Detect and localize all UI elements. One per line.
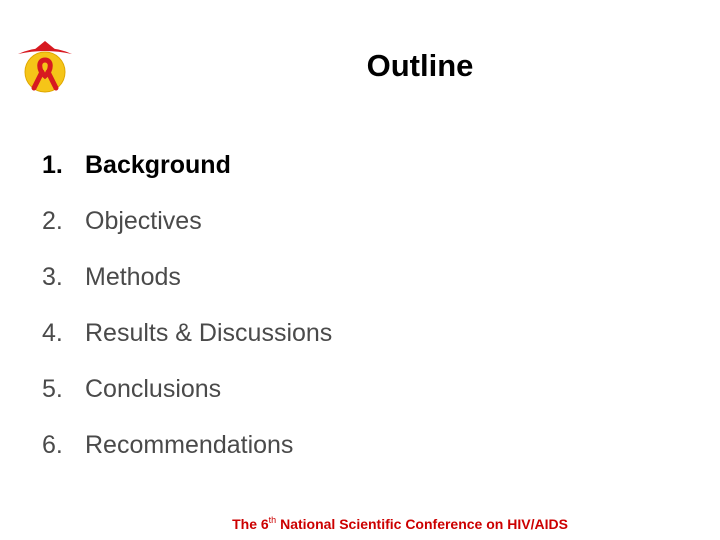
slide-title: Outline xyxy=(366,48,474,83)
outline-item-number: 4. xyxy=(42,318,63,347)
outline-item-number: 1. xyxy=(42,150,63,179)
outline-item-label: Background xyxy=(85,150,231,179)
outline-item-label: Recommendations xyxy=(85,430,294,459)
outline-item-methods xyxy=(42,249,332,305)
outline-item-label: Conclusions xyxy=(85,374,222,403)
slide-footer xyxy=(0,515,720,532)
outline-item-label: Objectives xyxy=(85,206,202,235)
outline-item-label: Results & Discussions xyxy=(85,318,333,347)
outline-item-number: 5. xyxy=(42,374,63,403)
outline-item-conclusions xyxy=(42,361,332,417)
outline-item-results-discussions xyxy=(42,305,332,361)
outline-list xyxy=(42,137,332,473)
outline-item-label: Methods xyxy=(85,262,181,291)
footer-suffix: National Scientific Conference on HIV/AIDS xyxy=(276,516,568,532)
hiv-awareness-ribbon-logo-icon xyxy=(14,38,76,96)
footer-prefix: The 6 xyxy=(232,516,269,532)
outline-item-objectives xyxy=(42,193,332,249)
footer-superscript: th xyxy=(268,515,277,525)
outline-item-number: 6. xyxy=(42,430,63,459)
outline-item-recommendations xyxy=(42,417,332,473)
outline-item-number: 2. xyxy=(42,206,63,235)
outline-item-background xyxy=(42,137,332,193)
outline-item-number: 3. xyxy=(42,262,63,291)
